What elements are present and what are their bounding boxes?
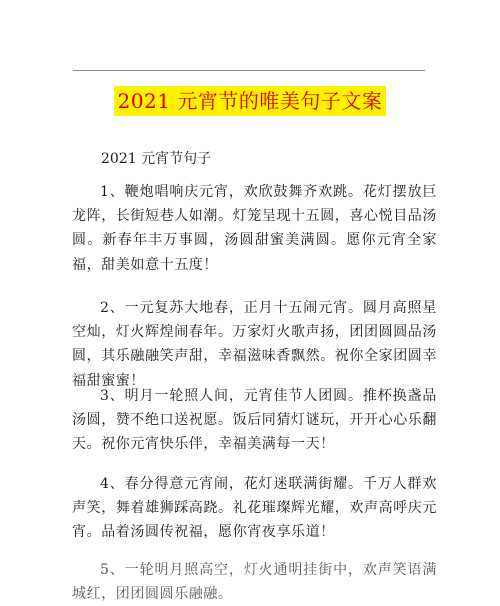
paragraph-4: 4、春分得意元宵闹，花灯迷联满街耀。千万人群欢声笑，舞着雄狮踩高跷。礼花璀璨辉光耀，欢声高呼庆元宵。品着汤圆传祝福，愿你宵夜享乐道！ xyxy=(72,476,437,541)
title-container xyxy=(0,86,500,116)
document-title: 2021 元宵节的唯美句子文案 xyxy=(114,86,387,116)
paragraph-1: 1、鞭炮唱响庆元宵，欢欣鼓舞齐欢跳。花灯摆放巨龙阵，长街短巷人如潮。灯笼呈现十五圆，喜心悦目品汤圆。新春年丰万事圆，汤圆甜蜜美满圆。愿你元宵全家福，甜美如意十五度！ xyxy=(72,184,437,273)
paragraph-2: 2、一元复苏大地春，正月十五闹元宵。圆月高照星空灿，灯火辉煌闹春年。万家灯火歌声扬，团团圆圆品汤圆，其乐融融笑声甜，幸福滋味香飘然。祝你全家团圆幸福甜蜜蜜！ xyxy=(72,300,437,389)
paragraph-5-partial: 5、一轮明月照高空，灯火通明挂街中，欢声笑语满城红，团团圆圆乐融融。 xyxy=(72,562,437,603)
paragraph-3: 3、明月一轮照人间，元宵佳节人团圆。推杯换盏品汤圆，赞不绝口送祝愿。饭后同猜灯谜玩，开开心心乐翻天。祝你元宵快乐伴，幸福美满每一天！ xyxy=(72,388,437,453)
header-rule xyxy=(73,70,425,71)
section-heading: 2021 元宵节句子 xyxy=(101,151,212,167)
